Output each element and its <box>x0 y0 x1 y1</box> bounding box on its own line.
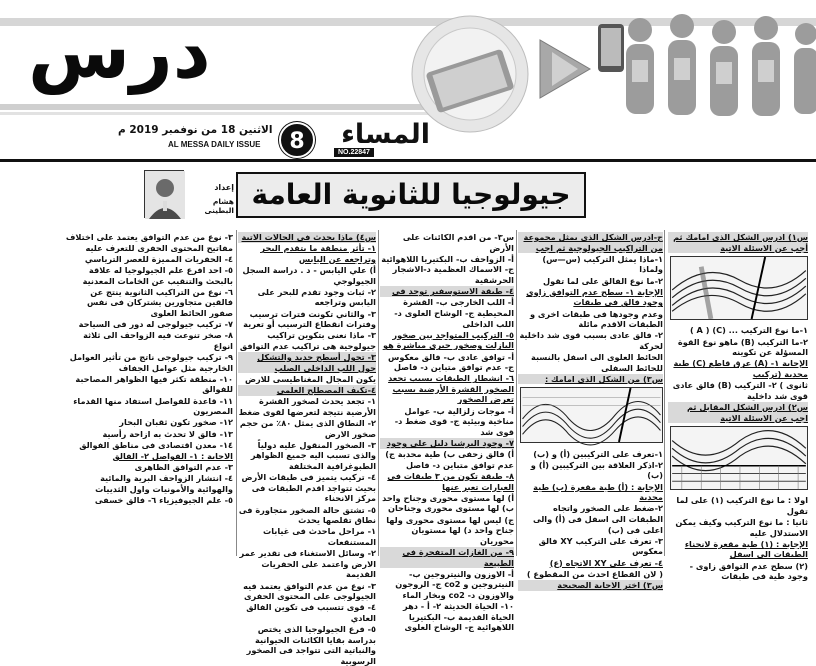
question-heading: س٣) من الشكل الذى امامك : <box>518 374 663 385</box>
article-column-3 <box>380 232 514 633</box>
answer-line: الاجابة : ١- الفواصل ٢- الفالق <box>112 451 233 461</box>
choices-line: أ- الزواحف ب- البكتيريا اللاهوائية ج- الاسماك العظمية د-الاشجار الحرشفية <box>381 253 514 285</box>
column-rule <box>236 230 237 556</box>
question-line: ٩- من الغازات المتفجرة فى الطبيعة <box>380 547 514 568</box>
answer-line: ٣- تعرف على التركيب XY فالق معكوس <box>538 535 663 557</box>
answer-line: ٤- انتشار الزواحف البرية والمائية والهوائية والأمونيات واول الثدييات <box>95 473 233 494</box>
lesson-title: درس <box>28 9 211 95</box>
answer-line: ٤- تعرف على XY الاتجاه (ع) <box>549 557 663 568</box>
question-line: ٧- تركيب جيولوجى له دور فى السياحة <box>78 319 233 330</box>
question-heading: س٣) اختر الاجابة الصحيحة <box>518 580 663 591</box>
answer-line: ٢- فالق عادى بسبب قوى شد داخلية لحركة <box>519 330 663 351</box>
question-line: ٦- انشطار الطبقات بسبب تجعد الصخور القشرة الأرضية يسبب تعرض الصخور <box>388 373 514 405</box>
masthead-rule <box>0 160 816 162</box>
question-line: ٢-اذكر العلاقة بين التركيبين (أ) و (ب) <box>530 459 663 481</box>
question-line: ٢-ما نوع الفالق على لما تقول <box>543 275 663 286</box>
answer-line: ٢- وسائل الاستغناء فى تقدير عمر الارض واعتمد على الحفريات القديمة <box>239 548 376 580</box>
article-column-5 <box>63 232 233 556</box>
answer-line: الحائط العلوى الى اسفل بالنسبة للحائط السفلى <box>530 352 663 373</box>
author-photo <box>144 170 184 218</box>
question-heading: ٤-تكيف المصطلح العلمى <box>238 385 376 396</box>
choices-line: أ- الاوزون والنيتروجين ب- النيتروجين و co2 ج- الروجون والاوزون د- co2 وبخار الماء <box>395 568 514 600</box>
choices-line: ١٠- الحياة الحديثة ٢- أ - دهر الحياة القديمة ب- البكتيريا اللاهوائية ج- الوشاح العلوى <box>402 601 514 633</box>
question-line: ٢-ما التركيب (B) ماهو نوع القوة المسؤلة عن تكوينه <box>677 336 808 358</box>
question-line: ٨- طبقة تكون من ٣ طبقات فى العبارات تعبر عنها <box>387 471 514 492</box>
answer-line: ٣- ماذا نعنى بتكوين تراكيب جيولوجية هى تراكيب عدم التوافق <box>239 330 376 351</box>
prepared-by-label: إعداد <box>214 183 234 192</box>
answer-line: ٣- الصخور المنقول عليه دولياً والذى تسبب اليه جميع الظواهر الطبوغرافية المختلفة <box>250 439 376 471</box>
answer-line: ٣- عدم التوافق الظاهرى <box>134 462 233 473</box>
question-line: ٩- تركيب جيولوجى ناتج من تأثير العوامل الخارجية مثل عوامل الجفاف <box>69 352 233 373</box>
newspaper-logo: المساء <box>341 119 430 150</box>
question-line: ٥- احد افرع علم الجيولوجيا له علاقة بالبحث والتنقيب عن الخامات المعدنية <box>82 264 233 286</box>
answer-line: ( لان القطاع احدث من المقطوع ) <box>526 568 663 579</box>
answer-line: وعدم وجودها فى طبقات اخرى و الطبقات الاقدم مائلة <box>529 308 663 330</box>
article-column-2 <box>518 232 663 590</box>
answer-line: يكون المجال المغناطيسى للارض <box>244 373 376 384</box>
choices-line: ج) ليس لها مستوى محورى ولها جناح واحد د) لها مستويان محوريان <box>386 514 514 546</box>
question-line: ٨- صخر تنوعت فيه الزواحف الى ثلاثة انواع <box>83 330 233 351</box>
choices-line: أ- اللب الخارجى ب- القشرة المحيطية ج- الوشاح العلوى د- اللب الداخلى <box>394 297 514 329</box>
question-line: ١٢- صخور تكون ثقبان البحار <box>119 417 233 428</box>
geologic-structure-diagram-2 <box>670 426 808 490</box>
fold-and-fault-diagram <box>520 387 663 443</box>
question-line: ١٠- منطقة تكثر فيها الظواهر المصاحبة للفوالق <box>75 373 233 395</box>
question-line: ١-تعرف على التركيبين (أ) و (ب) <box>533 448 663 459</box>
question-line: ٤- طبقة الاستوسفير توجد فى <box>380 286 514 297</box>
answer-line: ٣- نوع من عدم التوافق يعتمد فيه الجيولوجى على المحتوى الحفرى <box>243 580 376 602</box>
answer-line: الإجابة ١- (A) عرق قاطع (C) طية محدبة (تركيب <box>673 358 808 379</box>
answer-line: ٢-ضغط على الصخور واتجاه الطبقات الى اسفل فى (أ) والى اعلى فى (ب) <box>532 503 663 535</box>
choices-line: أ) فالق زحفى ب) طية محدبة ج) عدم توافق متباين د- فاصل <box>385 449 514 470</box>
page-number-badge: 8 <box>279 122 315 158</box>
issue-number: NO.22847 <box>334 148 374 157</box>
question-line: ١١- قاعدة للفواصل استفاد منها القدماء المصريون <box>73 395 233 417</box>
question-line: ٣- نوع من عدم التوافق يعتمد على اختلاف مفاتيح المحتوى الحفرى للتعرف عليه <box>65 232 233 253</box>
choices-line: أ) لها مستوى محورى وجناح واحد ب) لها مستوى محورى وجناحان <box>382 492 514 514</box>
answer-line: ٢- النطاق الذى يمثل ٨٠٪ من حجم صخور الارض <box>239 418 376 439</box>
article-title: جيولوجيا للثانوية العامة <box>251 178 571 211</box>
question-line: ١-ماذا يمثل التركيب (س—س) ولماذا <box>542 253 663 275</box>
answer-line: ٤- قوى تتسبب فى تكوين الفالق العادي <box>246 602 376 623</box>
question-heading: ج-ادرس الشكل الذى يمثل مجموعة من التراكيب الجيولوجية ثم اجب <box>518 232 663 253</box>
question-line: ١٤- معدن اقتصادى فى مناطق الفوالق <box>79 439 233 450</box>
answer-line: ١- مراحل ماحدث فى غيابات المستنقعات <box>262 526 376 547</box>
author-name: هشام البطينى <box>204 197 234 215</box>
question-line: اولا : ما نوع التركيب (١) على لما تقول <box>676 495 808 516</box>
answer-line: الإجابة : (أ) طية مقعرة (ب) طية محدبة <box>533 481 663 503</box>
answer-line: الإجابة ١- سطح عدم التوافق زاوى وجود فالق فى طبقات <box>526 286 663 308</box>
answer-line: ٥- تشتق حالة الصخور متجاورة فى نطاق تقلصها يحدث <box>238 504 376 526</box>
article-column-4 <box>238 232 376 666</box>
question-line: ٤- الحفريات المميزة للعصر الترياسي <box>84 253 233 264</box>
column-rule <box>516 230 517 556</box>
answer-line: (٢) سطح عدم التوافق زاوى - وجود طية فى طبقات <box>689 560 808 582</box>
question-heading: س٤) ماذا يحدث فى الحالات الاتية <box>238 232 376 243</box>
answer-line: ٥- فرع الجيولوجيا الذى يختص بدراسة بقايا الكائنات الحيوانية والنباتية التى تتواجد فى الصخور الرسوبية <box>246 624 376 666</box>
answer-line: ثانوى ) ٢- التركيب (B) فالق عادى قوى شد داخلية <box>672 380 808 401</box>
answer-line: ٣- والثاني تكونت فترات ترسيب وفترات انقطاع الترسيب أو تعرية <box>243 308 376 330</box>
answer-line: أ) علي اليابس - د . دراسة السجل الجيولوجي <box>242 264 376 286</box>
choices-line: أ- توافق عادى ب- فالق معكوس ج- عدم توافق متباين د- فاصل <box>388 351 514 373</box>
column-rule <box>378 230 379 556</box>
column-rule <box>664 230 665 556</box>
answer-line: ٤- تركيب يتميز فى طبقات الأرض بحيث تتواجد اقدم الطبقات فى مركز الانحناء <box>241 472 376 504</box>
question-line: ٣- تحول أسطح جديد والتشكل حول اللب الداخلى الصلب <box>238 352 376 373</box>
author-portrait-icon <box>145 171 185 219</box>
question-line: ثانيا : ما نوع التركيب وكيف يمكن الاستدلال عليه <box>675 517 808 538</box>
choices-line: أ- موجات زلزالية ب- عوامل مناخية وبيئية ج- قوى ضغط د- قوى شد <box>394 405 514 437</box>
answer-line: الإجابة : (١) طية مقعرة لانحناء الطبقات الى اسفل <box>684 538 808 560</box>
answer-line: ٢- ثبات وجود تقدم للبحر على اليابس وتراجعه <box>257 286 376 308</box>
newspaper-english-name: AL MESSA DAILY ISSUE <box>168 140 261 149</box>
question-line: ١٣- فالق لا تحدث به ازاحة رأسية <box>102 428 233 439</box>
issue-date: الاثنين 18 من نوفمبر 2019 م <box>118 124 273 136</box>
article-column-1 <box>668 232 808 582</box>
question-line: س٣- من اقدم الكائنات على الأرض <box>402 232 514 253</box>
question-line: ٦- نوع من التراكيب الثانوية ينتج عن فالقين متجاورين يشتركان فى نفس صفور الحائط العلوى <box>87 286 233 318</box>
answer-line: ١- تجعد يحدث لصخور القشرة الأرضية نتيجة لتعرضها لقوى ضغط <box>238 396 376 417</box>
answer-line: ٥- علم الجيوفيزياء ٦- فالق خسفى <box>94 495 233 506</box>
geologic-structure-diagram-1 <box>670 256 808 320</box>
question-line: ٥- التركيب المتواجد بين صخور البازلت وصخور جيرى مباشرة هو <box>382 329 514 351</box>
newspaper-banner <box>0 0 816 156</box>
question-line: ١- تأثر منطقة ما بتقدم البحر وتراجعه عن اليابس <box>260 243 376 264</box>
question-line: ١-ما نوع التركيب ... (C) ( A ) <box>689 325 808 336</box>
question-heading: س١) ادرس الشكل الذى امامك ثم أجب عن الاسئلة الاتية <box>668 232 808 253</box>
question-heading: س٢) ادرس الشكل المقابل ثم اجب عن الاسئلة الاتية <box>668 402 808 423</box>
question-line: ٧- وجود البرشيا دليل على وجود <box>380 438 514 449</box>
